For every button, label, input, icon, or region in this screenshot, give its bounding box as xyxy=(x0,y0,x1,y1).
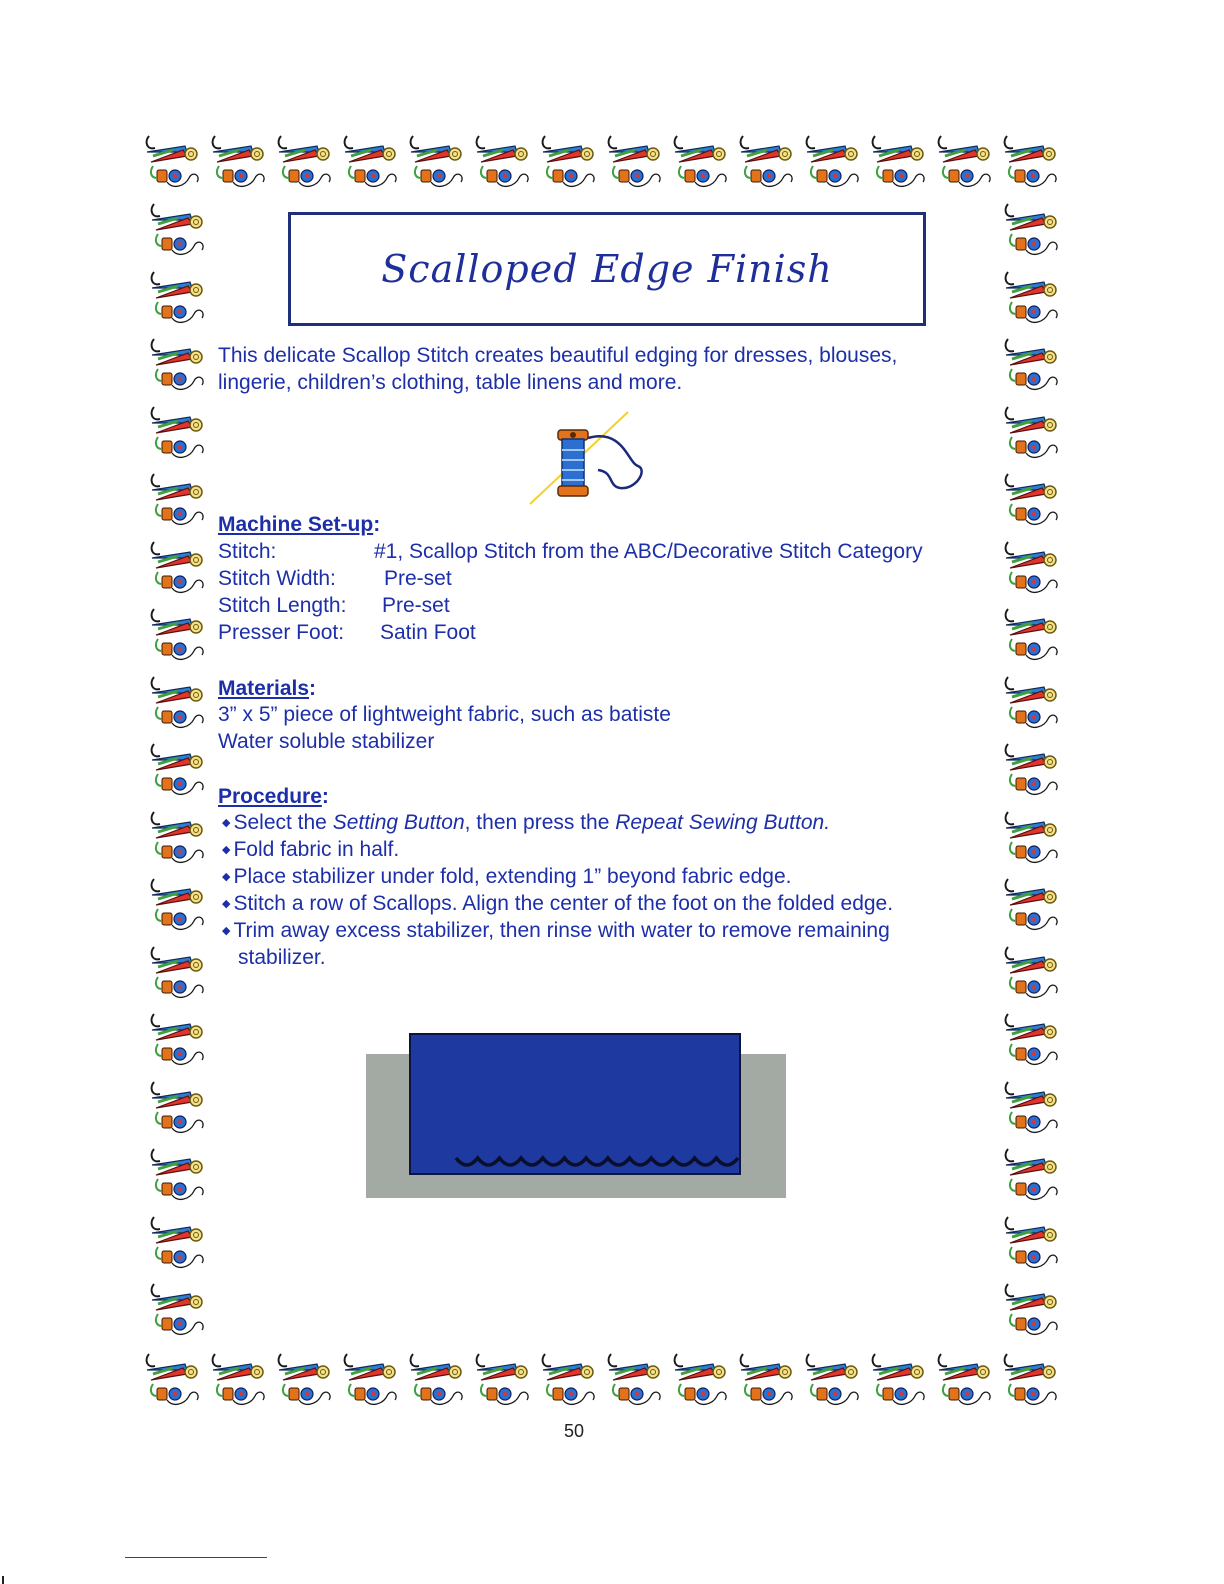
scalloped-fabric-illustration xyxy=(366,1032,786,1198)
procedure-step: ◆ Stitch a row of Scallops. Align the center of the foot on the folded edge. xyxy=(222,892,894,915)
scissors-spool-border-icon xyxy=(803,1350,865,1412)
scissors-spool-border-icon xyxy=(1002,605,1064,667)
material-item: Water soluble stabilizer xyxy=(218,730,435,753)
scissors-spool-border-icon xyxy=(1001,132,1063,194)
procedure-heading: Procedure: xyxy=(218,785,329,808)
scissors-spool-border-icon xyxy=(1002,268,1064,330)
thread-spool-needle-icon xyxy=(528,408,648,508)
bullet-icon: ◆ xyxy=(222,898,231,910)
scissors-spool-border-icon xyxy=(605,132,667,194)
scissors-spool-border-icon xyxy=(148,605,210,667)
scissors-spool-border-icon xyxy=(803,132,865,194)
procedure-step: ◆ Place stabilizer under fold, extending 1” beyond fabric edge. xyxy=(222,865,792,888)
procedure-step: ◆ Select the Setting Button, then press the Repeat Sewing Button. xyxy=(222,811,831,834)
scissors-spool-border-icon xyxy=(605,1350,667,1412)
setup-label-width: Stitch Width: xyxy=(218,567,336,590)
setup-value-foot: Satin Foot xyxy=(380,621,476,644)
scissors-spool-border-icon xyxy=(341,132,403,194)
scissors-spool-border-icon xyxy=(539,132,601,194)
scissors-spool-border-icon xyxy=(275,132,337,194)
scissors-spool-border-icon xyxy=(148,673,210,735)
scissors-spool-border-icon xyxy=(1002,808,1064,870)
scissors-spool-border-icon xyxy=(671,1350,733,1412)
scissors-spool-border-icon xyxy=(148,1280,210,1342)
scissors-spool-border-icon xyxy=(341,1350,403,1412)
intro-line-2: lingerie, children’s clothing, table linens and more. xyxy=(218,371,683,394)
edge-mark xyxy=(2,1576,4,1584)
scissors-spool-border-icon xyxy=(148,1213,210,1275)
scissors-spool-border-icon xyxy=(148,403,210,465)
intro-line-1: This delicate Scallop Stitch creates beautiful edging for dresses, blouses, xyxy=(218,344,898,367)
scissors-spool-border-icon xyxy=(148,268,210,330)
setup-label-stitch: Stitch: xyxy=(218,540,277,563)
scissors-spool-border-icon xyxy=(143,1350,205,1412)
scissors-spool-border-icon xyxy=(407,132,469,194)
scissors-spool-border-icon xyxy=(148,470,210,532)
scissors-spool-border-icon xyxy=(1002,1145,1064,1207)
footnote-rule xyxy=(125,1557,267,1558)
scissors-spool-border-icon xyxy=(148,1145,210,1207)
scissors-spool-border-icon xyxy=(148,200,210,262)
scissors-spool-border-icon xyxy=(473,132,535,194)
fabric-rect xyxy=(410,1034,740,1174)
bullet-icon: ◆ xyxy=(222,844,231,856)
scissors-spool-border-icon xyxy=(1002,1010,1064,1072)
scissors-spool-border-icon xyxy=(869,1350,931,1412)
setup-label-foot: Presser Foot: xyxy=(218,621,345,644)
setup-value-stitch: #1, Scallop Stitch from the ABC/Decorative Stitch Category xyxy=(374,540,923,563)
machine-setup-heading: Machine Set-up: xyxy=(218,513,381,536)
scissors-spool-border-icon xyxy=(1002,673,1064,735)
scissors-spool-border-icon xyxy=(407,1350,469,1412)
bullet-icon: ◆ xyxy=(222,925,231,937)
scissors-spool-border-icon xyxy=(148,943,210,1005)
procedure-step-continued: stabilizer. xyxy=(238,946,326,969)
procedure-step: ◆ Fold fabric in half. xyxy=(222,838,400,861)
setup-value-length: Pre-set xyxy=(382,594,450,617)
bullet-icon: ◆ xyxy=(222,817,231,829)
scissors-spool-border-icon xyxy=(473,1350,535,1412)
title-box xyxy=(288,212,926,326)
scissors-spool-border-icon xyxy=(143,132,205,194)
scissors-spool-border-icon xyxy=(148,1078,210,1140)
scissors-spool-border-icon xyxy=(1001,1350,1063,1412)
procedure-step: ◆ Trim away excess stabilizer, then rinse with water to remove remaining xyxy=(222,919,890,942)
scissors-spool-border-icon xyxy=(1002,943,1064,1005)
scissors-spool-border-icon xyxy=(1002,538,1064,600)
scissors-spool-border-icon xyxy=(209,132,271,194)
bullet-icon: ◆ xyxy=(222,871,231,883)
scissors-spool-border-icon xyxy=(148,538,210,600)
scissors-spool-border-icon xyxy=(275,1350,337,1412)
scissors-spool-border-icon xyxy=(209,1350,271,1412)
scissors-spool-border-icon xyxy=(1002,470,1064,532)
scissors-spool-border-icon xyxy=(148,875,210,937)
page-number: 50 xyxy=(563,1421,585,1441)
materials-heading: Materials: xyxy=(218,677,317,700)
scissors-spool-border-icon xyxy=(935,1350,997,1412)
scissors-spool-border-icon xyxy=(148,335,210,397)
scissors-spool-border-icon xyxy=(539,1350,601,1412)
scissors-spool-border-icon xyxy=(148,808,210,870)
scissors-spool-border-icon xyxy=(1002,1078,1064,1140)
scissors-spool-border-icon xyxy=(1002,403,1064,465)
scissors-spool-border-icon xyxy=(737,132,799,194)
scissors-spool-border-icon xyxy=(1002,1280,1064,1342)
scissors-spool-border-icon xyxy=(1002,200,1064,262)
scissors-spool-border-icon xyxy=(148,740,210,802)
scissors-spool-border-icon xyxy=(737,1350,799,1412)
scissors-spool-border-icon xyxy=(1002,875,1064,937)
setup-label-length: Stitch Length: xyxy=(218,594,347,617)
page-title: Scalloped Edge Finish xyxy=(381,247,833,291)
setup-value-width: Pre-set xyxy=(384,567,452,590)
scissors-spool-border-icon xyxy=(1002,740,1064,802)
scissors-spool-border-icon xyxy=(869,132,931,194)
scissors-spool-border-icon xyxy=(671,132,733,194)
scissors-spool-border-icon xyxy=(935,132,997,194)
material-item: 3” x 5” piece of lightweight fabric, such as batiste xyxy=(218,703,671,726)
scissors-spool-border-icon xyxy=(1002,335,1064,397)
scissors-spool-border-icon xyxy=(1002,1213,1064,1275)
scissors-spool-border-icon xyxy=(148,1010,210,1072)
